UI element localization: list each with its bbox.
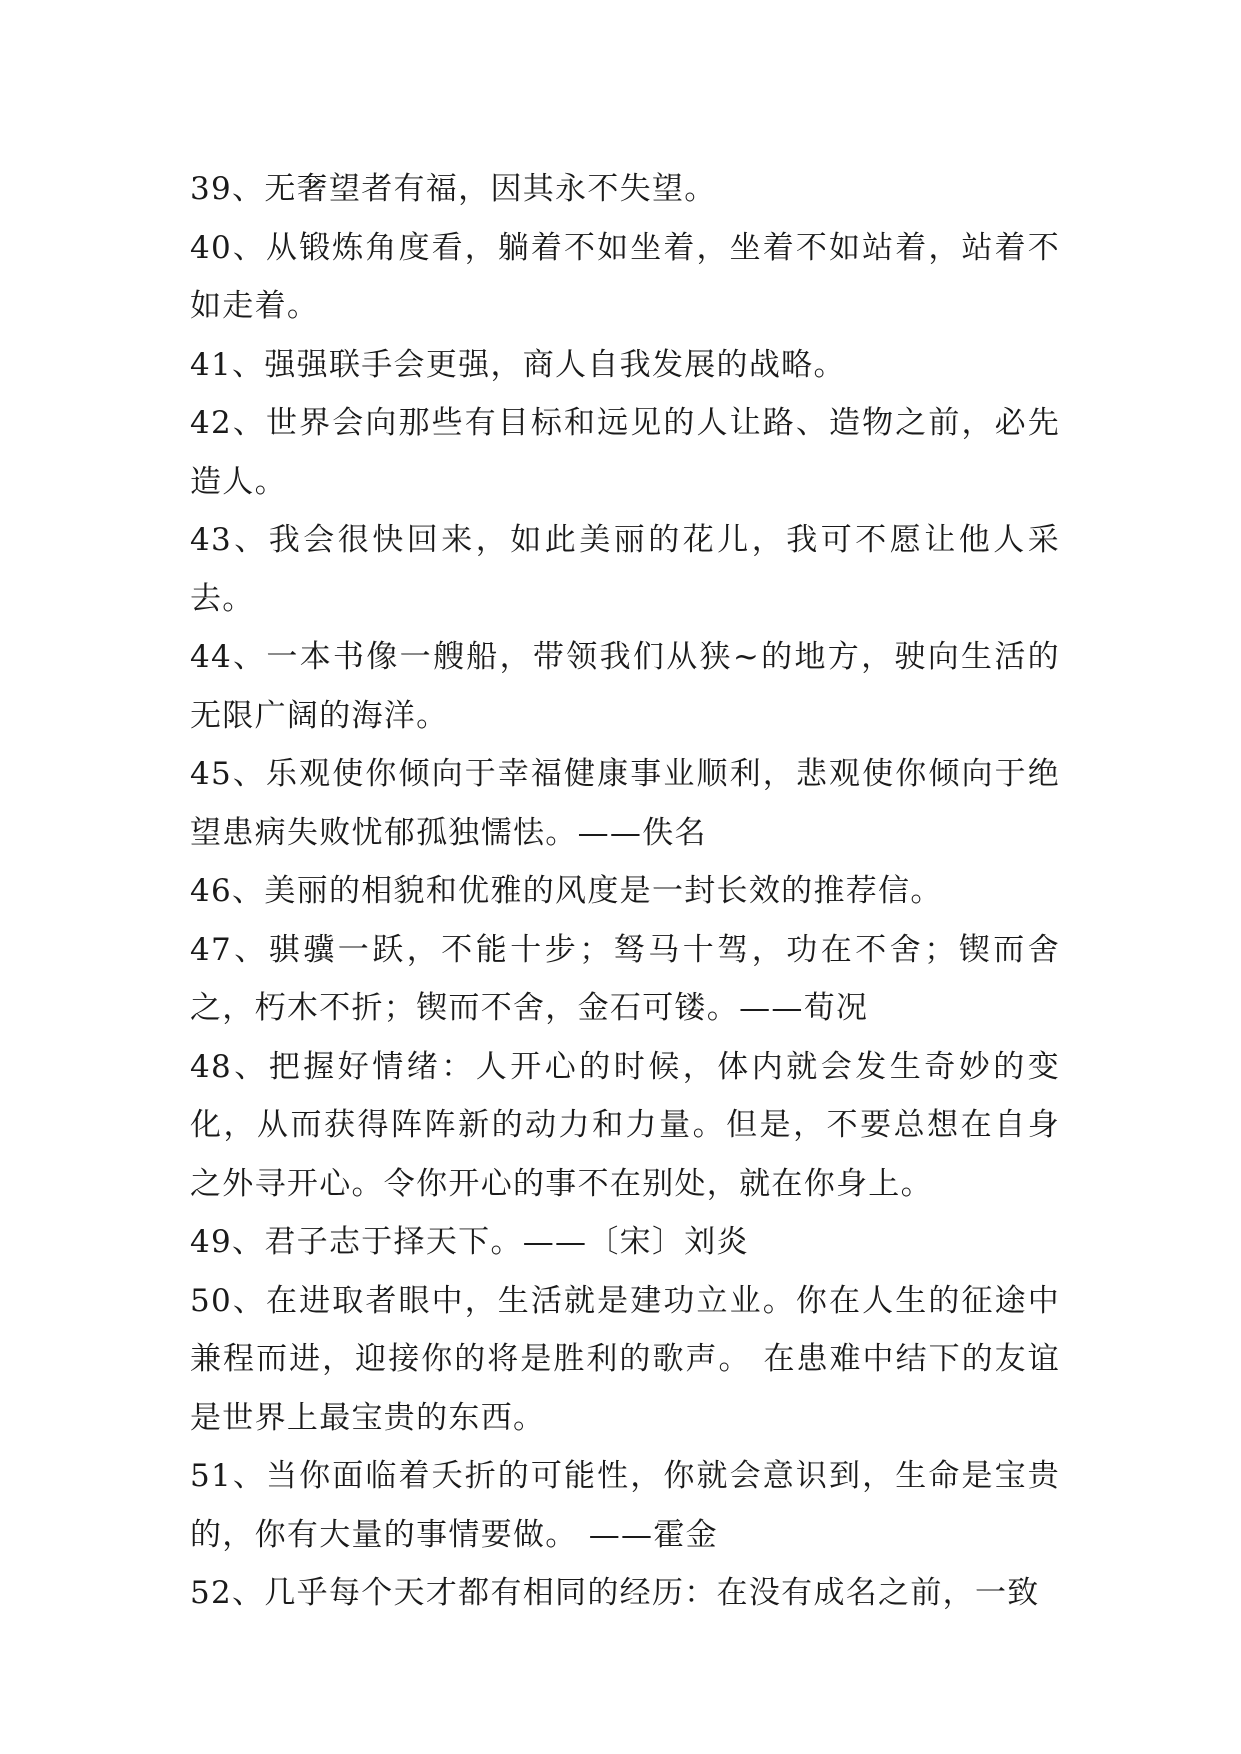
quote-entry-50: 50、在进取者眼中，生活就是建功立业。你在人生的征途中兼程而进，迎接你的将是胜利的歌声。 在患难中结下的友谊是世界上最宝贵的东西。 bbox=[190, 1282, 1060, 1436]
quote-entry-40: 40、从锻炼角度看，躺着不如坐着，坐着不如站着，站着不如走着。 bbox=[190, 229, 1060, 324]
quote-entry-47: 47、骐骥一跃，不能十步；驽马十驾，功在不舍；锲而舍之，朽木不折；锲而不舍，金石可镂。——荀况 bbox=[190, 931, 1060, 1026]
quote-entry-52: 52、几乎每个天才都有相同的经历：在没有成名之前，一致 bbox=[190, 1575, 1040, 1611]
quote-list bbox=[190, 160, 1060, 1623]
quote-entry-41: 41、强强联手会更强，商人自我发展的战略。 bbox=[190, 346, 846, 383]
quote-entry-48: 48、把握好情绪：人开心的时候，体内就会发生奇妙的变化，从而获得阵阵新的动力和力量。但是，不要总想在自身之外寻开心。令你开心的事不在别处，就在你身上。 bbox=[190, 1048, 1060, 1202]
quote-entry-45: 45、乐观使你倾向于幸福健康事业顺利，悲观使你倾向于绝望患病失败忧郁孤独懦怯。——佚名 bbox=[190, 756, 1060, 851]
quote-entry-43: 43、我会很快回来，如此美丽的花儿，我可不愿让他人采去。 bbox=[190, 522, 1060, 617]
quote-entry-42: 42、世界会向那些有目标和远见的人让路、造物之前，必先造人。 bbox=[190, 405, 1060, 500]
quote-entry-39: 39、无奢望者有福，因其永不失望。 bbox=[190, 171, 717, 207]
quote-entry-44: 44、一本书像一艘船，带领我们从狭~的地方，驶向生活的无限广阔的海洋。 bbox=[190, 639, 1060, 734]
quote-entry-46: 46、美丽的相貌和优雅的风度是一封长效的推荐信。 bbox=[190, 873, 943, 909]
quote-entry-51: 51、当你面临着夭折的可能性，你就会意识到，生命是宝贵的，你有大量的事情要做。 ——霍金 bbox=[190, 1458, 1060, 1553]
quote-entry-49: 49、君子志于择天下。——〔宋〕刘炎 bbox=[190, 1224, 749, 1260]
